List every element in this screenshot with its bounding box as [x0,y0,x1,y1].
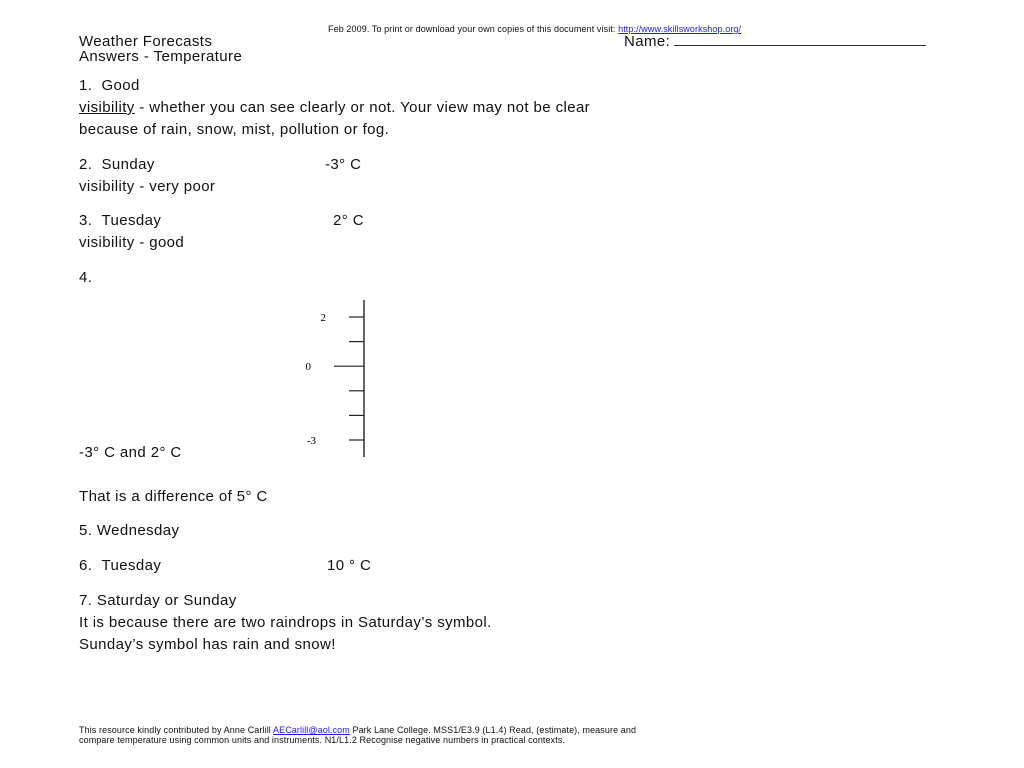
scale-label-0: 0 [305,361,311,374]
answer-3-number: 3. [79,212,93,229]
answer-3-temperature: 2° C [333,212,364,229]
visibility-term: visibility [79,99,135,116]
document-title: Weather Forecasts [79,33,213,50]
answer-3-visibility: visibility - good [79,234,185,251]
visibility-definition-line2: because of rain, snow, mist, pollution or fog. [79,121,390,138]
name-blank-line [674,35,926,46]
answer-2-day: Sunday [101,156,155,173]
answer-1 [79,77,140,94]
skillsworkshop-link[interactable]: http://www.skillsworkshop.org/ [618,24,742,34]
answer-4-difference: That is a difference of 5° C [79,488,268,505]
scale-label-2: 2 [320,312,326,324]
answer-6-number: 6. [79,557,93,574]
answer-2 [79,156,155,173]
answer-7-explanation-line2: Sunday’s symbol has rain and snow! [79,636,336,653]
answer-3-day: Tuesday [101,212,162,229]
answer-4-range: -3° C and 2° C [79,444,182,461]
scale-label-minus-3: -3 [306,435,316,447]
thermometer-scale [280,292,390,462]
answer-1-definition [79,99,590,116]
answer-1-value: Good [101,77,140,94]
answer-7-explanation: It is because there are two raindrops in Saturday’s symbol. [79,614,492,631]
answer-6 [79,557,161,574]
answer-3 [79,212,161,229]
answer-4-number: 4. [79,269,93,286]
name-label: Name: [624,33,671,50]
footer-credit [79,725,636,735]
document-subtitle: Answers - Temperature [79,48,243,65]
answer-2-number: 2. [79,156,93,173]
answer-7: 7. Saturday or Sunday [79,592,237,609]
footer-credit-text: This resource kindly contributed by Anne Carlill [79,725,273,735]
answer-2-visibility: visibility - very poor [79,178,216,195]
answer-5: 5. Wednesday [79,522,180,539]
visibility-definition: - whether you can see clearly or not. Your view may not be clear [134,99,591,116]
scale-ticks [334,317,364,440]
footer-credit-rest: Park Lane College. MSS1/E3.9 (L1.4) Read, (estimate), measure and [349,725,637,735]
answer-1-number: 1. [79,77,93,94]
footer-curriculum: compare temperature using common units and instruments. N1/L1.2 Recognise negative numbers in practical contexts. [79,735,566,745]
answer-6-temperature: 10 ° C [327,557,372,574]
contributor-email-link[interactable]: AECarlill@aol.com [273,725,350,735]
answer-2-temperature: -3° C [325,156,362,173]
answer-6-day: Tuesday [101,557,162,574]
name-field [624,33,926,50]
header-notice-text: Feb 2009. To print or download your own copies of this document visit: [328,24,619,34]
